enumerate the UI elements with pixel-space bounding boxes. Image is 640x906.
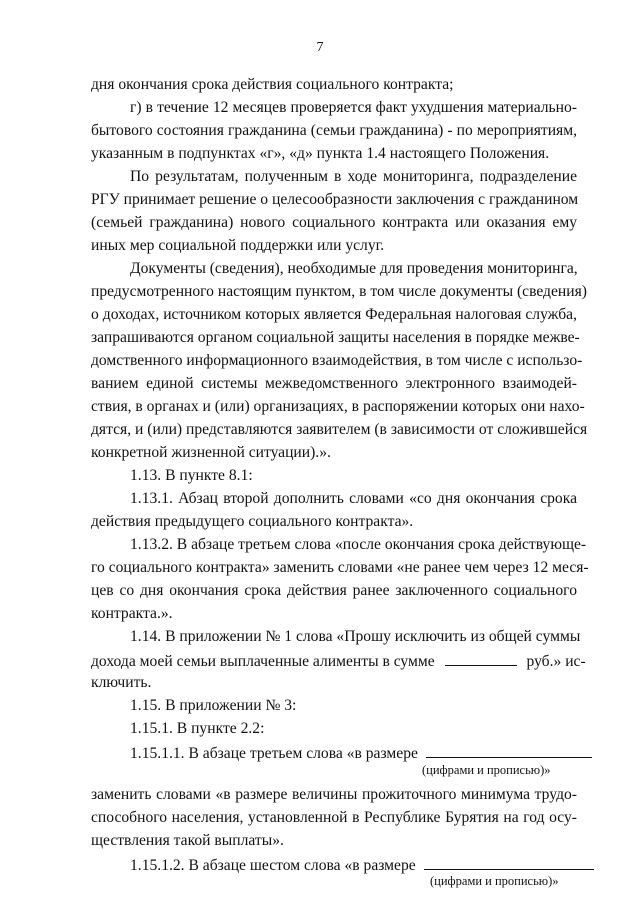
text-line: контракта.». bbox=[91, 605, 173, 622]
text-line: указанным в подпунктах «г», «д» пункта 1.4 настоящего Положения. bbox=[91, 145, 550, 162]
text-fragment: руб.» ис- bbox=[526, 653, 586, 670]
text-fragment: дохода моей семьи выплаченные алименты в сумме bbox=[91, 653, 435, 670]
text-line: цев со дня окончания срока действия ранее заключенного социального bbox=[91, 582, 577, 599]
text-line: (семьей гражданина) нового социального контракта или оказания ему bbox=[91, 214, 577, 231]
blank-caption: (цифрами и прописью)» bbox=[422, 763, 551, 777]
text-line: 1.14. В приложении № 1 слова «Прошу исключить из общей суммы bbox=[130, 628, 581, 645]
blank-caption: (цифрами и прописью)» bbox=[430, 874, 559, 888]
page-number: 7 bbox=[316, 40, 324, 55]
fill-in-blank bbox=[424, 855, 594, 870]
text-line: дятся, и (или) представляются заявителем (в зависимости от сложившейся bbox=[91, 421, 588, 438]
text-line: 1.15. В приложении № 3: bbox=[130, 697, 297, 714]
text-line: 1.13. В пункте 8.1: bbox=[130, 467, 253, 484]
text-line: го социального контракта» заменить словами «не ранее чем через 12 меся- bbox=[91, 559, 589, 576]
text-line: РГУ принимает решение о целесообразности заключения с гражданином bbox=[91, 191, 579, 208]
text-line: бытового состояния гражданина (семьи гражданина) - по мероприятиям, bbox=[91, 122, 577, 139]
text-line: домственного информационного взаимодействия, в том числе с использо- bbox=[91, 352, 583, 369]
text-fragment: 1.15.1.1. В абзаце третьем слова «в размере bbox=[130, 745, 418, 762]
text-fragment: 1.15.1.2. В абзаце шестом слова «в размере bbox=[130, 857, 416, 874]
fill-in-blank bbox=[426, 743, 592, 758]
text-line-with-blank bbox=[91, 651, 586, 671]
text-line: заменить словами «в размере величины прожиточного минимума трудо- bbox=[91, 786, 577, 803]
text-line: Документы (сведения), необходимые для проведения мониторинга, bbox=[130, 260, 578, 277]
text-line: запрашиваются органом социальной защиты населения в порядке межве- bbox=[91, 329, 580, 346]
text-line-with-blank bbox=[130, 855, 616, 875]
text-line: 1.13.1. Абзац второй дополнить словами «со дня окончания срока bbox=[130, 490, 577, 507]
text-line: 1.15.1. В пункте 2.2: bbox=[130, 720, 265, 737]
text-line: ствия, в органах и (или) организациях, в распоряжении которых они нахо- bbox=[91, 398, 585, 415]
text-line: предусмотренного настоящим пунктом, в том числе документы (сведения) bbox=[91, 283, 587, 300]
text-line: 1.13.2. В абзаце третьем слова «после окончания срока действующе- bbox=[130, 536, 587, 553]
text-line: способного населения, установленной в Республике Бурятия на год осу- bbox=[91, 809, 577, 826]
text-line-with-blank bbox=[130, 743, 616, 763]
text-line: ключить. bbox=[91, 674, 152, 691]
text-line: По результатам, полученным в ходе мониторинга, подразделение bbox=[130, 168, 577, 185]
text-line: ществления такой выплаты». bbox=[91, 832, 284, 849]
text-line: иных мер социальной поддержки или услуг. bbox=[91, 237, 385, 254]
fill-in-blank bbox=[445, 651, 517, 666]
text-line: г) в течение 12 месяцев проверяется факт ухудшения материально- bbox=[130, 99, 577, 116]
text-line: о доходах, источником которых является Федеральная налоговая служба, bbox=[91, 306, 577, 323]
text-line: ванием единой системы межведомственного электронного взаимодей- bbox=[91, 375, 577, 392]
text-line: дня окончания срока действия социального контракта; bbox=[91, 76, 454, 93]
text-line: действия предыдущего социального контракта». bbox=[91, 513, 414, 530]
text-line: конкретной жизненной ситуации).». bbox=[91, 444, 331, 461]
